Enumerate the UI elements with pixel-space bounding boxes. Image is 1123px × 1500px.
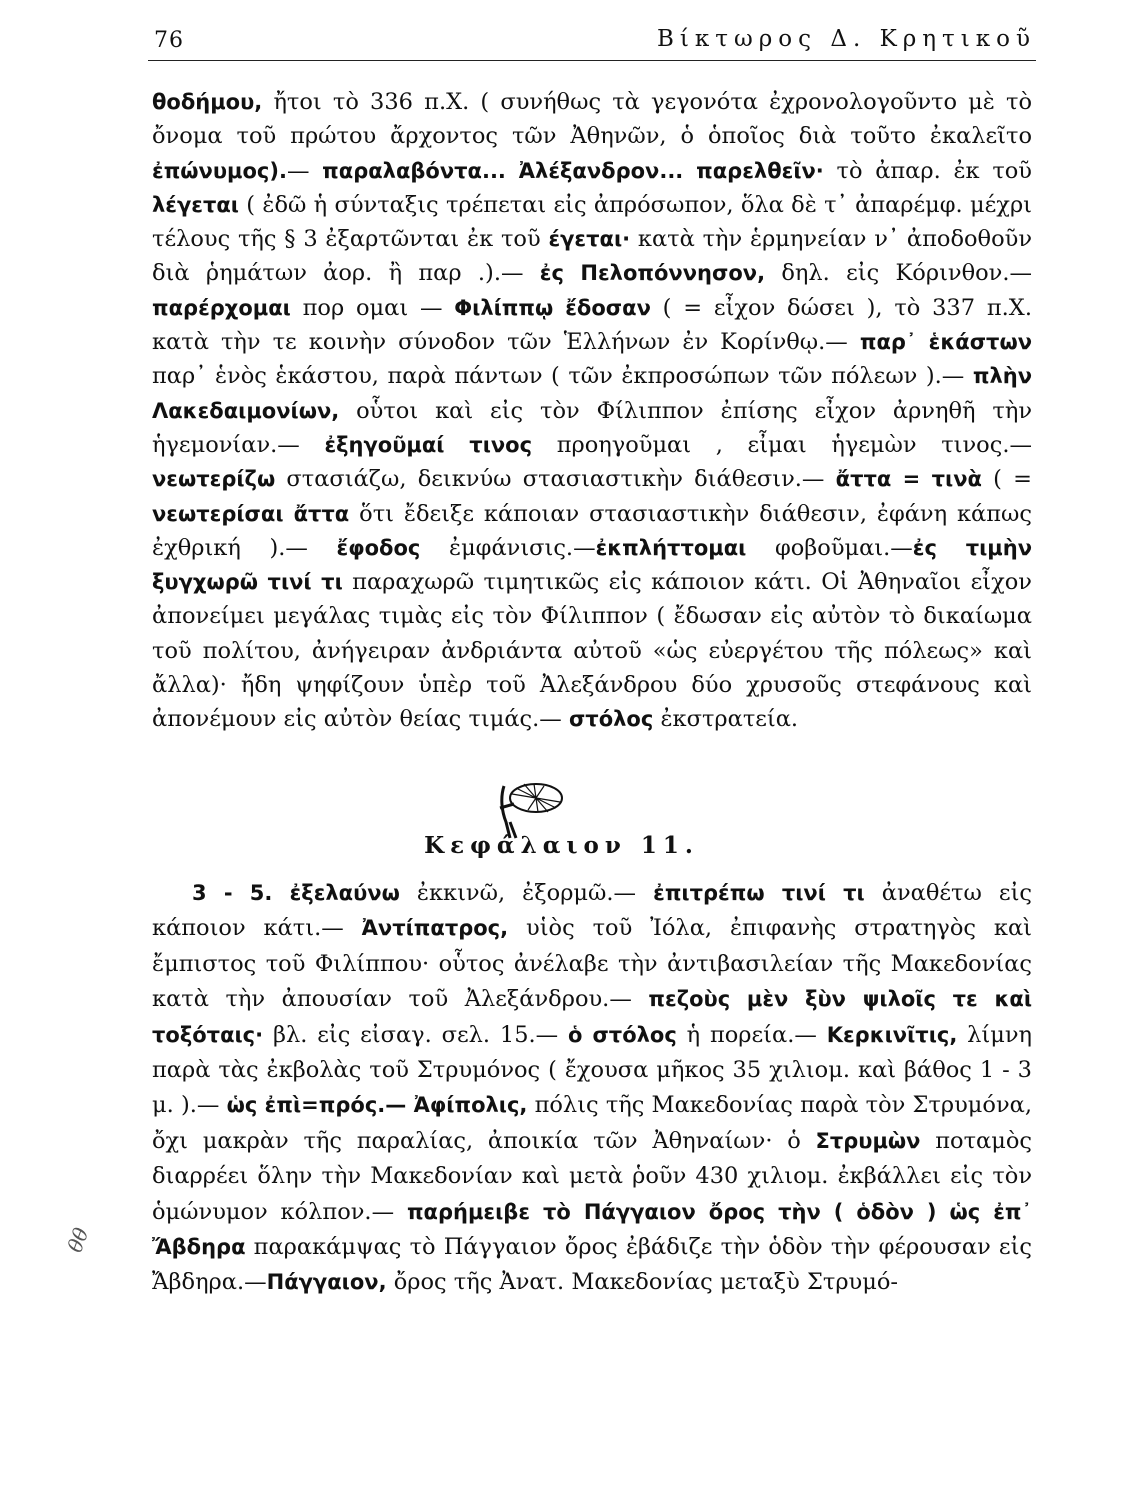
commentary-paragraph-2: [152, 876, 1032, 1301]
lemma-term: Φιλίππῳ ἔδοσαν: [454, 295, 651, 320]
lemma-term: ὡς ἐπὶ=πρός.— Ἀφίπολις,: [226, 1093, 528, 1118]
text-run: υἱὸς τοῦ Ἰόλα, ἐπιφανὴς στρατηγὸς καὶ ἔμπιστος τοῦ Φιλίππου· οὗτος ἀνέλαβε τὴν ἀντιβασιλείαν τῆς Μακεδονίας κατὰ τὴν ἀπουσίαν τοῦ Ἀλεξάνδρου.—: [152, 915, 1032, 1013]
commentary-section-1: [152, 85, 1032, 737]
lemma-term: παραλαβόντα... Ἀλέξανδρον... παρελθεῖν·: [322, 158, 824, 183]
lemma-term: ἐς τιμὴν ξυγχωρῶ τινί τι: [152, 535, 1032, 595]
text-run: ἀναθέτω εἰς κάποιον κάτι.—: [152, 880, 1033, 942]
lemma-term: νεωτερίσαι ἄττα: [152, 501, 350, 526]
text-run: πορ ομαι —: [290, 294, 455, 321]
margin-pencil-note: θθ: [62, 1224, 94, 1256]
lemma-term: ἐκπλήττομαι: [595, 535, 747, 560]
lemma-term: ἄττα = τινὰ: [835, 467, 982, 492]
text-run: βλ. εἰς εἰσαγ. σελ. 15.—: [263, 1021, 569, 1048]
text-run: —: [286, 157, 323, 184]
lemma-term: 3 - 5. ἐξελαύνω: [192, 881, 400, 905]
lemma-term: έγεται·: [548, 227, 631, 252]
text-run: προηγοῦμαι , εἶμαι ἡγεμὼν τινος.—: [532, 431, 1032, 458]
text-run: φοβοῦμαι.—: [746, 534, 913, 561]
lemma-term: στόλος: [568, 707, 654, 732]
lemma-term: νεωτερίζω: [152, 467, 276, 492]
lemma-term: Στρυμὼν: [815, 1128, 921, 1153]
page-header: [148, 26, 1036, 61]
text-run: ἤτοι τὸ 336 π.Χ. ( συνήθως τὰ γεγονότα ἐχρονολογοῦντο μὲ τὸ ὄνομα τοῦ πρώτου ἄρχοντος τῶν Ἀθηνῶν, ὁ ὁποῖος διὰ τοῦτο ἐκαλεῖτο: [152, 89, 1032, 150]
lemma-term: παρ᾽ ἑκάστων: [859, 330, 1033, 355]
lemma-term: Κερκινῖτις,: [826, 1022, 958, 1047]
text-run: ἡ πορεία.—: [676, 1021, 827, 1048]
text-run: λίμνη παρὰ τὰς ἐκβολὰς τοῦ Στρυμόνος ( ἔχουσα μῆκος 35 χιλιομ. καὶ βάθος 1 - 3 μ. ).—: [152, 1021, 1033, 1119]
lemma-term: πεζοὺς μὲν ξὺν ψιλοῖς τε καὶ τοξόταις·: [152, 987, 1033, 1047]
text-run: παραχωρῶ τιμητικῶς εἰς κάποιον κάτι. Οἱ Ἀθηναῖοι εἶχον ἀπονείμει μεγάλας τιμὰς εἰς τὸν Φίλιππον ( ἔδωσαν εἰς αὐτὸν τὸ δικαίωμα τοῦ πολίτου, ἀνήγειραν ἀνδριάντα αὐτοῦ «ὡς εὐεργέτου τῆς πόλεως» καὶ ἄλλα)· ἤδη ψηφίζουν ὑπὲρ τοῦ Ἀλεξάνδρου δύο χρυσοῦς στεφάνους καὶ ἀπονέμουν εἰς αὐτὸν θείας τιμάς.—: [152, 569, 1032, 733]
text-run: ἐκστρατεία.: [653, 706, 799, 733]
lemma-term: ἐπώνυμος).: [152, 158, 287, 183]
lemma-term: Ἀντίπατρος,: [361, 916, 509, 941]
lemma-term: λέγεται: [152, 192, 239, 217]
lemma-term: ἐς Πελοπόννησον,: [539, 261, 766, 286]
text-run: στασιάζω, δεικνύω στασιαστικὴν διάθεσιν.—: [275, 466, 836, 493]
text-run: ἐμφάνισις.—: [420, 534, 596, 561]
lemma-term: Πάγγαιον,: [266, 1270, 387, 1295]
lemma-term: πλὴν Λακεδαιμονίων,: [152, 364, 1032, 423]
text-run: πόλις τῆς Μακεδονίας παρὰ τὸν Στρυμόνα, ὄχι μακρὰν τῆς παραλίας, ἀποικία τῶν Ἀθηναίων· ὁ: [152, 1092, 1033, 1154]
text-run: ποταμὸς διαρρέει ὅλην τὴν Μακεδονίαν καὶ μετὰ ῥοῦν 430 χιλιομ. ἐκβάλλει εἰς τὸν ὁμώνυμον κόλπον.—: [152, 1127, 1032, 1225]
lemma-term: παρήμειβε τὸ Πάγγαιον ὄρος τὴν ( ὁδὸν ) ὡς ἐπ᾽ Ἄβδηρα: [152, 1199, 1033, 1260]
text-run: ὄρος τῆς Ἀνατ. Μακεδονίας μεταξὺ Στρυμό-: [386, 1269, 899, 1296]
text-run: ( =: [981, 466, 1033, 493]
text-run: δηλ. εἰς Κόρινθον.—: [765, 260, 1032, 287]
lemma-term: ἐπιτρέπω τινί τι: [653, 881, 865, 905]
text-run: ἐκκινῶ, ἐξορμῶ.—: [399, 880, 654, 906]
commentary-section-2: [152, 876, 1032, 1301]
lemma-term: ἐξηγοῦμαί τινος: [324, 432, 533, 457]
lemma-term: παρέρχομαι: [152, 295, 291, 320]
text-run: τὸ ἀπαρ. ἐκ τοῦ: [823, 157, 1032, 184]
text-run: ( ἐδῶ ἡ σύνταξις τρέπεται εἰς ἀπρόσωπον, ὅλα δὲ τ᾽ ἀπαρέμφ. μέχρι τέλους τῆς § 3 ἐξαρτῶνται ἐκ τοῦ: [152, 191, 1032, 253]
text-run: οὗτοι καὶ εἰς τὸν Φίλιππον ἐπίσης εἶχον ἀρνηθῆ τὴν ἡγεμονίαν.—: [152, 397, 1032, 458]
page-number: 76: [154, 28, 184, 53]
lemma-term: ὁ στόλος: [568, 1022, 677, 1047]
text-run: παρ᾽ ἑνὸς ἑκάστου, παρὰ πάντων ( τῶν ἐκπροσώπων τῶν πόλεων ).—: [152, 363, 973, 390]
text-run: παρακάμψας τὸ Πάγγαιον ὄρος ἐβάδιζε τὴν ὁδὸν τὴν φέρουσαν εἰς Ἄβδηρα.—: [152, 1234, 1032, 1296]
running-head: Βίκτωρος Δ. Κρητικοῦ: [657, 26, 1036, 52]
text-run: ( = εἶχον δώσει ), τὸ 337 π.Χ. κατὰ τὴν τε κοινὴν σύνοδον τῶν Ἑλλήνων ἐν Κορίνθῳ.—: [152, 294, 1032, 356]
commentary-paragraph-1: [152, 85, 1032, 737]
lemma-term: θοδήμου,: [152, 90, 263, 114]
text-run: ὅτι ἔδειξε κάποιαν στασιαστικὴν διάθεσιν, ἐφάνη κάπως ἐχθρική ).—: [152, 500, 1032, 561]
text-run: κατὰ τὴν ἑρμηνείαν ν᾽ ἀποδοθοῦν διὰ ῥημάτων ἀορ. ἢ παρ .).—: [152, 226, 1032, 287]
lemma-term: ἔφοδος: [336, 535, 421, 560]
chapter-heading: Κεφάλαιον 11.: [424, 832, 699, 859]
